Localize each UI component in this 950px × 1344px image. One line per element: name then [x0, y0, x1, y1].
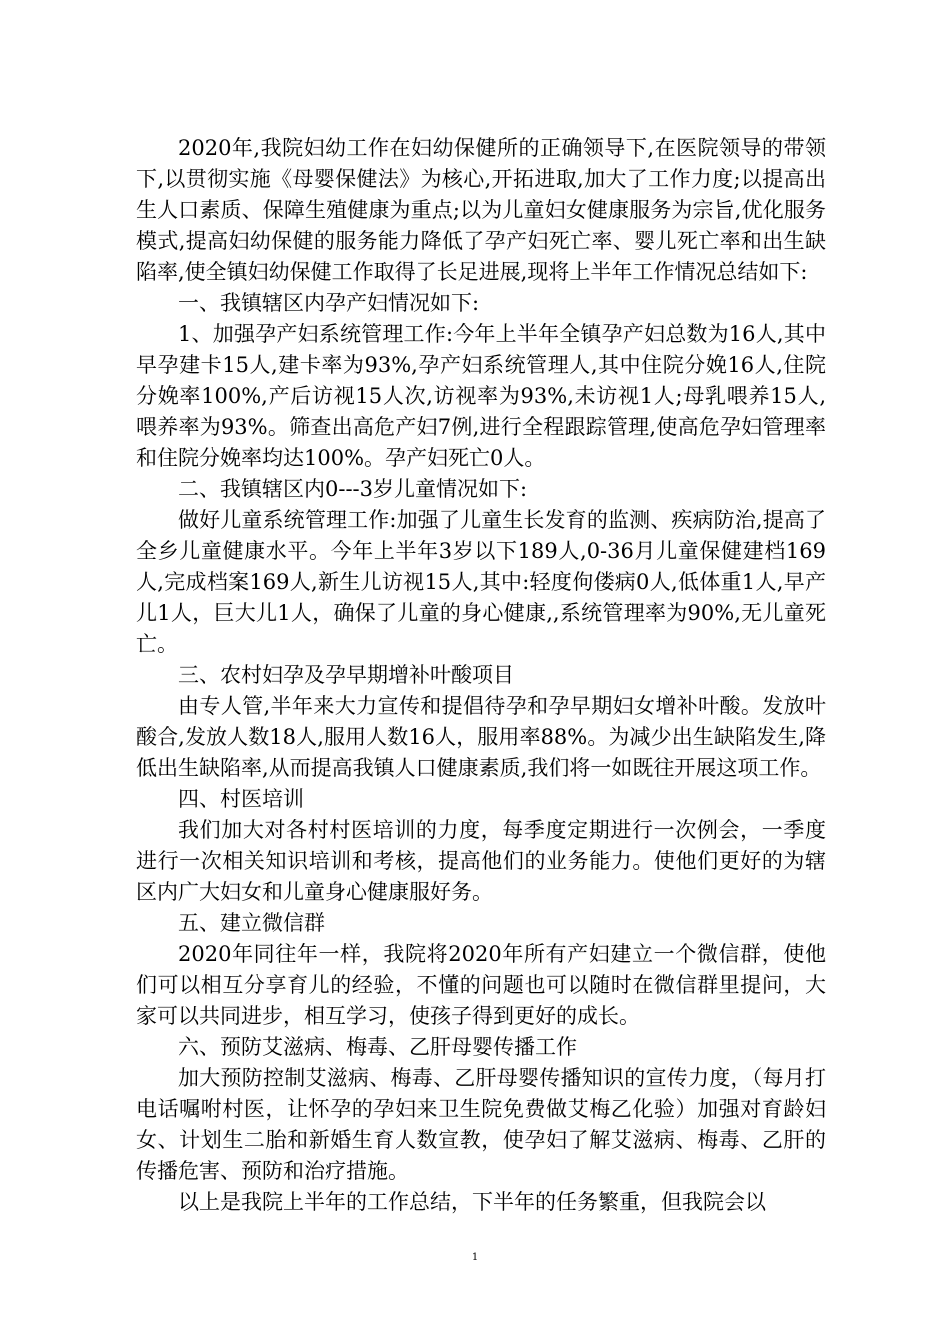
section-5-paragraph: 2020年同往年一样，我院将2020年所有产妇建立一个微信群，使他们可以相互分享育儿的经验，不懂的问题也可以随时在微信群里提问，大家可以共同进步，相互学习，使孩子得到更好的成长。 [136, 942, 826, 1028]
intro-paragraph: 2020年,我院妇幼工作在妇幼保健所的正确领导下,在医院领导的带领下,以贯彻实施《母婴保健法》为核心,开拓进取,加大了工作力度;以提高出生人口素质、保障生殖健康为重点;以为儿童妇女健康服务为宗旨,优化服务模式,提高妇幼保健的服务能力降低了孕产妇死亡率、婴儿死亡率和出生缺陷率,使全镇妇幼保健工作取得了长足进展,现将上半年工作情况总结如下: [136, 136, 826, 284]
section-3-paragraph: 由专人管,半年来大力宣传和提倡待孕和孕早期妇女增补叶酸。发放叶酸合,发放人数18人,服用人数16人，服用率88%。为减少出生缺陷发生,降低出生缺陷率,从而提高我镇人口健康素质,我们将一如既往开展这项工作。 [136, 694, 826, 780]
section-6-paragraph: 加大预防控制艾滋病、梅毒、乙肝母婴传播知识的宣传力度，（每月打电话嘱咐村医，让怀孕的孕妇来卫生院免费做艾梅乙化验）加强对育龄妇女、计划生二胎和新婚生育人数宣教，使孕妇了解艾滋病、梅毒、乙肝的传播危害、预防和治疗措施。 [136, 1066, 826, 1183]
section-1-paragraph: 1、加强孕产妇系统管理工作:今年上半年全镇孕产妇总数为16人,其中早孕建卡15人,建卡率为93%,孕产妇系统管理人,其中住院分娩16人,住院分娩率100%,产后访视15人次,访视率为93%,未访视1人;母乳喂养15人,喂养率为93%。筛查出高危产妇7例,进行全程跟踪管理,使高危孕妇管理率和住院分娩率均达100%。孕产妇死亡0人。 [136, 322, 826, 470]
section-heading-3: 三、农村妇孕及孕早期增补叶酸项目 [178, 663, 514, 687]
section-heading-2: 二、我镇辖区内0---3岁儿童情况如下: [178, 477, 528, 501]
section-heading-1: 一、我镇辖区内孕产妇情况如下: [178, 291, 480, 315]
section-heading-6: 六、预防艾滋病、梅毒、乙肝母婴传播工作 [178, 1035, 577, 1059]
page-number: 1 [471, 1252, 479, 1263]
section-2-paragraph: 做好儿童系统管理工作:加强了儿童生长发育的监测、疾病防治,提高了全乡儿童健康水平。今年上半年3岁以下189人,0-36月儿童保健建档169人,完成档案169人,新生儿访视15人,其中:轻度佝偻病0人,低体重1人,早产儿1人，巨大儿1人，确保了儿童的身心健康,,系统管理率为90%,无儿童死亡。 [136, 508, 826, 656]
section-heading-5: 五、建立微信群 [178, 911, 325, 935]
section-4-paragraph: 我们加大对各村村医培训的力度，每季度定期进行一次例会，一季度进行一次相关知识培训和考核，提高他们的业务能力。使他们更好的为辖区内广大妇女和儿童身心健康服好务。 [136, 818, 826, 904]
section-heading-4: 四、村医培训 [178, 787, 304, 811]
document-body [136, 133, 826, 1218]
closing-paragraph: 以上是我院上半年的工作总结，下半年的任务繁重，但我院会以 [178, 1190, 766, 1214]
